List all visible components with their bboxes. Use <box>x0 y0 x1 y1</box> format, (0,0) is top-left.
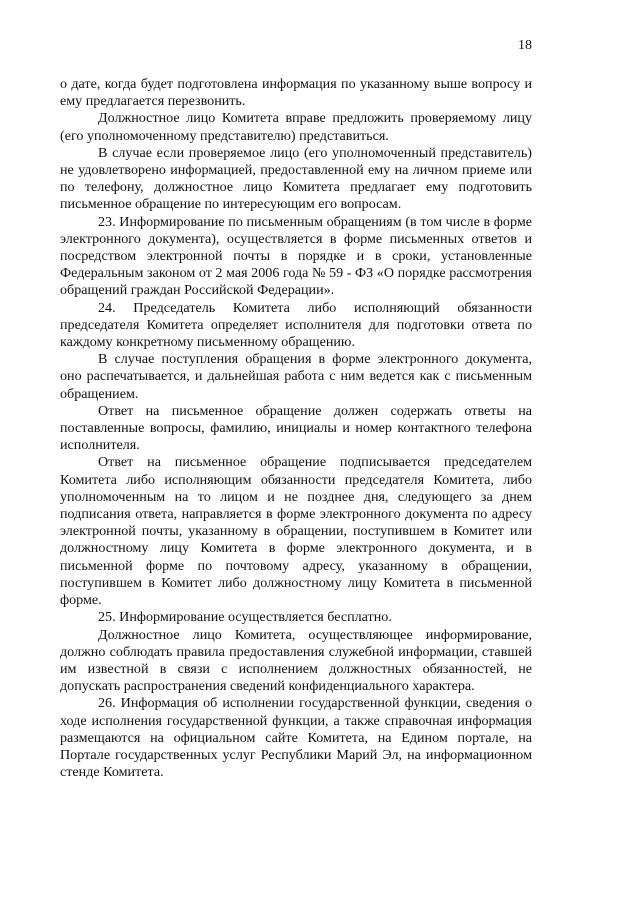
paragraph: В случае поступления обращения в форме электронного документа, оно распечатывается, и дальнейшая работа с ним ведется как с письменным обращением. <box>60 351 532 402</box>
paragraph: Должностное лицо Комитета, осуществляющее информирование, должно соблюдать правила предоставления служебной информации, ставшей им известной в связи с исполнением должностных обязанностей, не допускать распространения сведений конфиденциального характера. <box>60 626 532 695</box>
paragraph: о дате, когда будет подготовлена информация по указанному выше вопросу и ему предлагается перезвонить. <box>60 76 532 110</box>
paragraph-item-24: 24. Председатель Комитета либо исполняющий обязанности председателя Комитета определяет исполнителя для подготовки ответа по каждому конкретному письменному обращению. <box>60 299 532 351</box>
paragraph: Ответ на письменное обращение подписывается председателем Комитета либо исполняющим обязанности председателя Комитета, либо уполномоченным на то лицом и не позднее дня, следующего за днем подписания ответа, направляется в форме электронного документа по адресу электронной почты, указанному в обращении, поступившем в Комитет или должностному лицу Комитета в форме электронного документа, и в письменной форме по почтовому адресу, указанному в обращении, поступившем в Комитет либо должностному лицу Комитета в письменной форме. <box>60 454 532 609</box>
page-number: 18 <box>518 38 532 53</box>
paragraph-item-26: 26. Информация об исполнении государственной функции, сведения о ходе исполнения государственной функции, а также справочная информация размещаются на официальном сайте Комитета, на Едином портале, на Портале государственных услуг Республики Марий Эл, на информационном стенде Комитета. <box>60 695 532 781</box>
paragraph-item-25: 25. Информирование осуществляется бесплатно. <box>98 609 392 626</box>
paragraph: Ответ на письменное обращение должен содержать ответы на поставленные вопросы, фамилию, инициалы и номер контактного телефона исполнителя. <box>60 402 532 454</box>
document-body <box>60 76 532 781</box>
paragraph: Должностное лицо Комитета вправе предложить проверяемому лицу (его уполномоченному представителю) представиться. <box>60 110 532 144</box>
paragraph: В случае если проверяемое лицо (его уполномоченный представитель) не удовлетворено информацией, предоставленной ему на личном приеме или по телефону, должностное лицо Комитета предлагает ему подготовить письменное обращение по интересующим его вопросам. <box>60 144 532 213</box>
paragraph-item-23: 23. Информирование по письменным обращениям (в том числе в форме электронного документа), осуществляется в форме письменных ответов и посредством электронной почты в порядке и в сроки, установленные Федеральным законом от 2 мая 2006 года № 59 - ФЗ «О порядке рассмотрения обращений граждан Российской Федерации». <box>60 213 532 299</box>
